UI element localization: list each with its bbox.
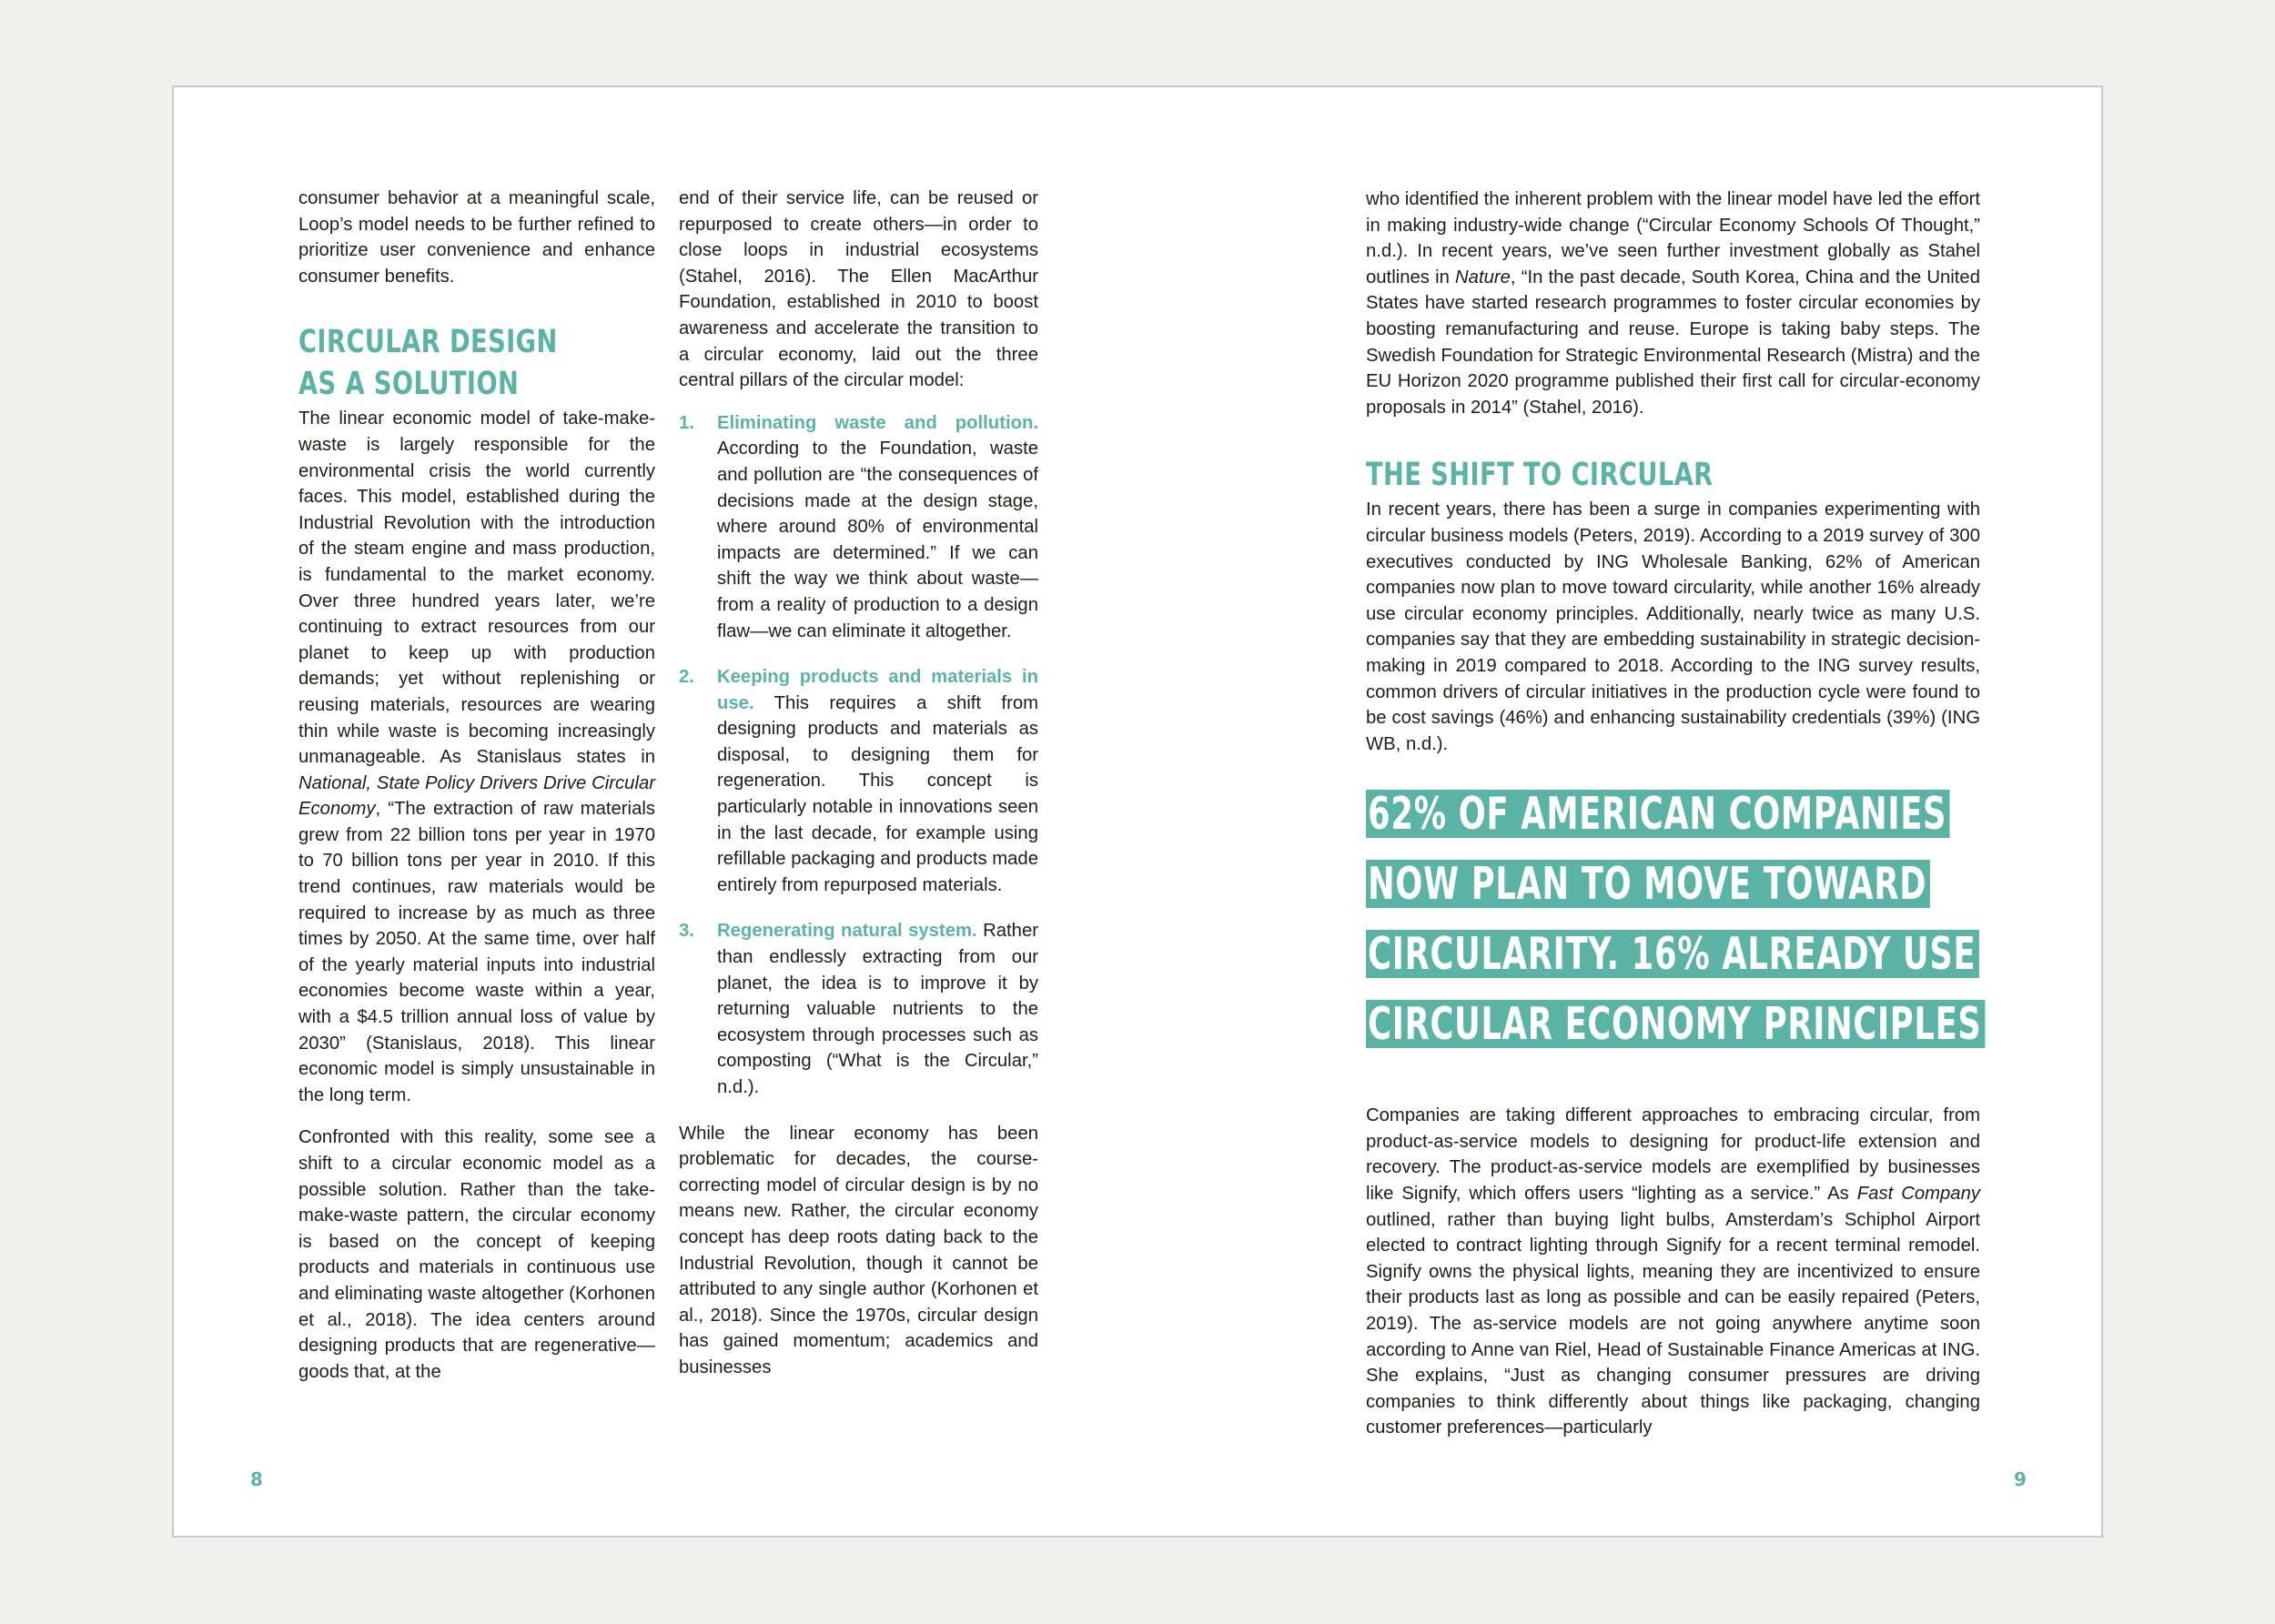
pull-quote-line: [1366, 930, 1980, 1000]
list-item-lead: Keeping products and materials in use.: [717, 667, 1038, 713]
list-item: [679, 410, 1038, 644]
left-page-column-2: [679, 186, 1038, 1381]
heading-line-2: AS A SOLUTION: [298, 366, 520, 403]
pull-quote: [1366, 790, 1980, 1070]
paragraph-text: , “The extraction of raw materials grew from 22 billion tons per year in 1970 to 70 billion tons per year in 2010. If this trend continues, raw materials would be required to increase by as much as three times by 2050. At the same time, over half of the yearly material inputs into industrial economies become waste within a year, with a $4.5 trillion annual loss of value by 2030” (Stanislaus, 2018). This linear economic model is simply unsustainable in the long term.: [298, 799, 655, 1105]
approaches-paragraph: [1366, 1103, 1980, 1441]
list-item-text: This requires a shift from designing products and materials as disposal, to designing them for regeneration. This concept is particularly notable in innovations seen in the last decade, for example using refillable packaging and products made entirely from repurposed materials.: [717, 692, 1038, 895]
pull-quote-text: NOW PLAN TO MOVE TOWARD: [1366, 860, 1930, 908]
publication-title: Fast Company: [1856, 1184, 1980, 1205]
foundation-paragraph: end of their service life, can be reused or repurposed to create others—in order to close loops in industrial ecosystems (Stahel, 2016). The Ellen MacArthur Foundation, established in 2010 to boost awareness and accelerate the transition to a circular economy, laid out the three central pillars of the circular model:: [679, 188, 1038, 391]
publication-title: Nature: [1455, 267, 1511, 287]
list-item-lead: Regenerating natural system.: [717, 921, 977, 942]
linear-model-paragraph: [298, 406, 655, 1108]
right-page-column: [1366, 187, 1980, 1441]
list-item-text: Rather than endlessly extracting from our planet, the idea is to improve it by returning valuable nutrients to the ecosystem through processes such as composting (“What is the Circular,” n.d.).: [717, 921, 1038, 1097]
heading-line-1: CIRCULAR DESIGN: [298, 324, 558, 361]
pull-quote-line: [1366, 1000, 1980, 1070]
section-heading-shift-to-circular: THE SHIFT TO CIRCULAR: [1366, 457, 1714, 494]
pull-quote-text: CIRCULARITY. 16% ALREADY USE: [1366, 930, 1979, 978]
circular-solution-paragraph: Confronted with this reality, some see a shift to a circular economic model as a possible solution. Rather than the take-make-waste pattern, the circular economy is based on the concept of keeping products and materials in continuous use and eliminating waste altogether (Korhonen et al., 2018). The idea centers around designing products that are regenerative—goods that, at the: [298, 1127, 655, 1382]
publication-title: National, State Policy Drivers Drive Circular Economy: [298, 772, 655, 820]
pull-quote-line: [1366, 790, 1980, 860]
pull-quote-text: CIRCULAR ECONOMY PRINCIPLES: [1366, 1000, 1985, 1048]
paragraph-text: who identified the inherent problem with the linear model have led the effort in making industry-wide change (“Circular Economy Schools Of Thought,” n.d.). In recent years, we’ve seen further investment globally as Stahel outlines in: [1366, 189, 1980, 287]
page-number-left: 8: [250, 1468, 263, 1490]
paragraph-text: Companies are taking different approaches to embracing circular, from product-as-service models to designing for product-life extension and recovery. The product-as-service models are exemplified by businesses like Signify, which offers users “lighting as a service.” As: [1366, 1105, 1980, 1205]
list-number: 3.: [679, 921, 694, 942]
paragraph-text: , “In the past decade, South Korea, China and the United States have started research programmes to foster circular economies by boosting remanufacturing and reuse. Europe is taking baby steps. The Swedish Foundation for Strategic Environmental Research (Mistra) and the EU Horizon 2020 programme published their first call for circular-economy proposals in 2014” (Stahel, 2016).: [1366, 267, 1980, 418]
circular-pillars-list: [679, 410, 1038, 1101]
list-number: 2.: [679, 667, 694, 688]
section-heading-circular-design: [298, 322, 655, 404]
linear-economy-history-paragraph: While the linear economy has been problematic for decades, the course-correcting model of circular design is by no means new. Rather, the circular economy concept has deep roots dating back to the Industrial Revolution, though it cannot be attributed to any single author (Korhonen et al., 2018). Since the 1970s, circular design has gained momentum; academics and businesses: [679, 1123, 1038, 1377]
paragraph-text: outlined, rather than buying light bulbs, Amsterdam’s Schiphol Airport elected to contract lighting through Signify for a recent terminal remodel. Signify owns the physical lights, meaning they are incentivized to ensure their products last as long as possible and can be easily repaired (Peters, 2019). The as-service models are not going anywhere anytime soon according to Anne van Riel, Head of Sustainable Finance Americas at ING. She explains, “Just as changing consumer pressures are driving companies to think differently about things like packaging, changing customer preferences—particularly: [1366, 1209, 1980, 1438]
left-page-column-1: [298, 186, 655, 1385]
pull-quote-line: [1366, 860, 1980, 930]
intro-paragraph: consumer behavior at a meaningful scale, Loop’s model needs to be further refined to prioritize user convenience and enhance consumer benefits.: [298, 188, 655, 287]
survey-paragraph: In recent years, there has been a surge in companies experimenting with circular business models (Peters, 2019). According to a 2019 survey of 300 executives conducted by ING Wholesale Banking, 62% of American companies now plan to move toward circularity, while another 16% already use circular economy principles. Additionally, nearly twice as many U.S. companies say that they are embedding sustainability in strategic decision-making in 2019 compared to 2018. According to the ING survey results, common drivers of circular initiatives in the production cycle were found to be cost savings (46%) and enhancing sustainability credentials (39%) (ING WB, n.d.).: [1366, 499, 1980, 754]
list-item: [679, 664, 1038, 898]
list-number: 1.: [679, 412, 694, 433]
book-spread: [172, 86, 2103, 1538]
pull-quote-text: 62% OF AMERICAN COMPANIES: [1366, 790, 1950, 838]
page-number-right: 9: [2014, 1468, 2027, 1490]
paragraph-text: The linear economic model of take-make-waste is largely responsible for the environmental crisis the world currently faces. This model, established during the Industrial Revolution with the introduction of the steam engine and mass production, is fundamental to the market economy. Over three hundred years later, we’re continuing to extract resources from our planet to keep up with production demands; yet without replenishing or reusing materials, resources are wearing thin while waste is becoming increasingly unmanageable. As Stanislaus states in: [298, 409, 655, 768]
list-item: [679, 918, 1038, 1100]
list-item-text: According to the Foundation, waste and pollution are “the consequences of decisions made at the design stage, where around 80% of environmental impacts are determined.” If we can shift the way we think about waste—from a reality of production to a design flaw—we can eliminate it altogether.: [717, 439, 1038, 641]
list-item-lead: Eliminating waste and pollution.: [717, 412, 1038, 433]
investment-paragraph: [1366, 187, 1980, 420]
